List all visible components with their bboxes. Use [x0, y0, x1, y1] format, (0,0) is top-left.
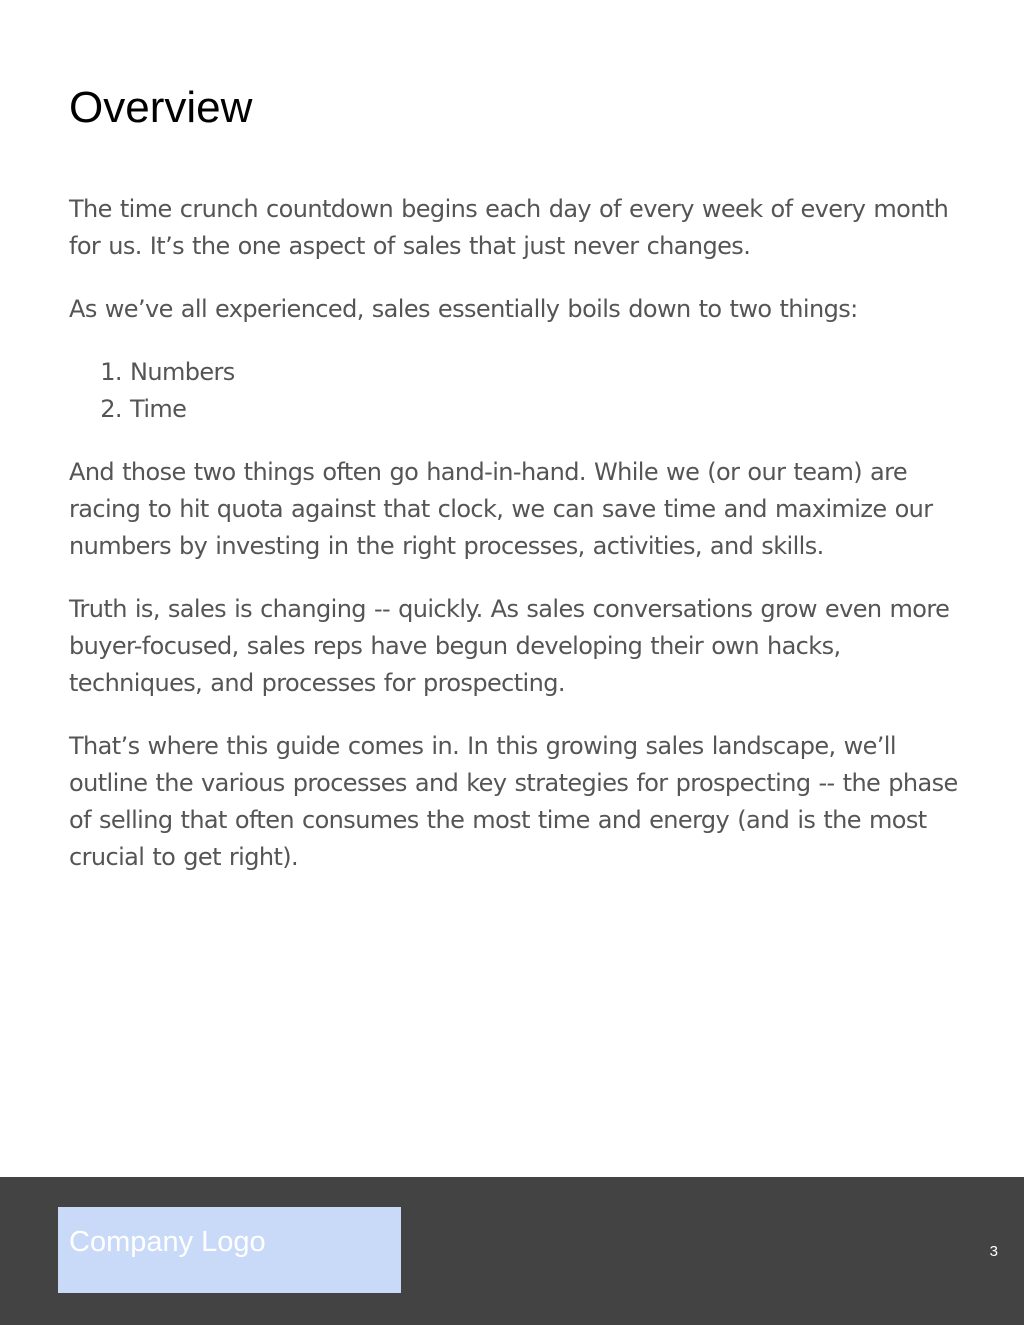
paragraph-intro: The time crunch countdown begins each day of every week of every month for us. It’s the one aspect of sales that just never changes. — [69, 195, 949, 260]
paragraph-two-things: As we’ve all experienced, sales essentially boils down to two things: — [69, 295, 858, 323]
paragraph-sales-changing: Truth is, sales is changing -- quickly. As sales conversations grow even more buyer-focused, sales reps have begun developing their own hacks, techniques, and processes for prospecting. — [69, 595, 950, 697]
list-item: 2. Time — [130, 391, 959, 428]
document-body — [69, 191, 959, 902]
paragraph-hand-in-hand: And those two things often go hand-in-hand. While we (or our team) are racing to hit quota against that clock, we can save time and maximize our numbers by investing in the right processes, activities, and skills. — [69, 458, 933, 560]
page-title: Overview — [69, 83, 253, 132]
list-item: 1. Numbers — [130, 354, 959, 391]
numbered-list — [69, 354, 959, 428]
logo-text: Company Logo — [69, 1226, 266, 1258]
paragraph-guide: That’s where this guide comes in. In this growing sales landscape, we’ll outline the various processes and key strategies for prospecting -- the phase of selling that often consumes the most time and energy (and is the most crucial to get right). — [69, 732, 958, 871]
page-footer — [0, 1177, 1024, 1325]
page-number: 3 — [989, 1243, 998, 1260]
company-logo — [58, 1207, 401, 1293]
